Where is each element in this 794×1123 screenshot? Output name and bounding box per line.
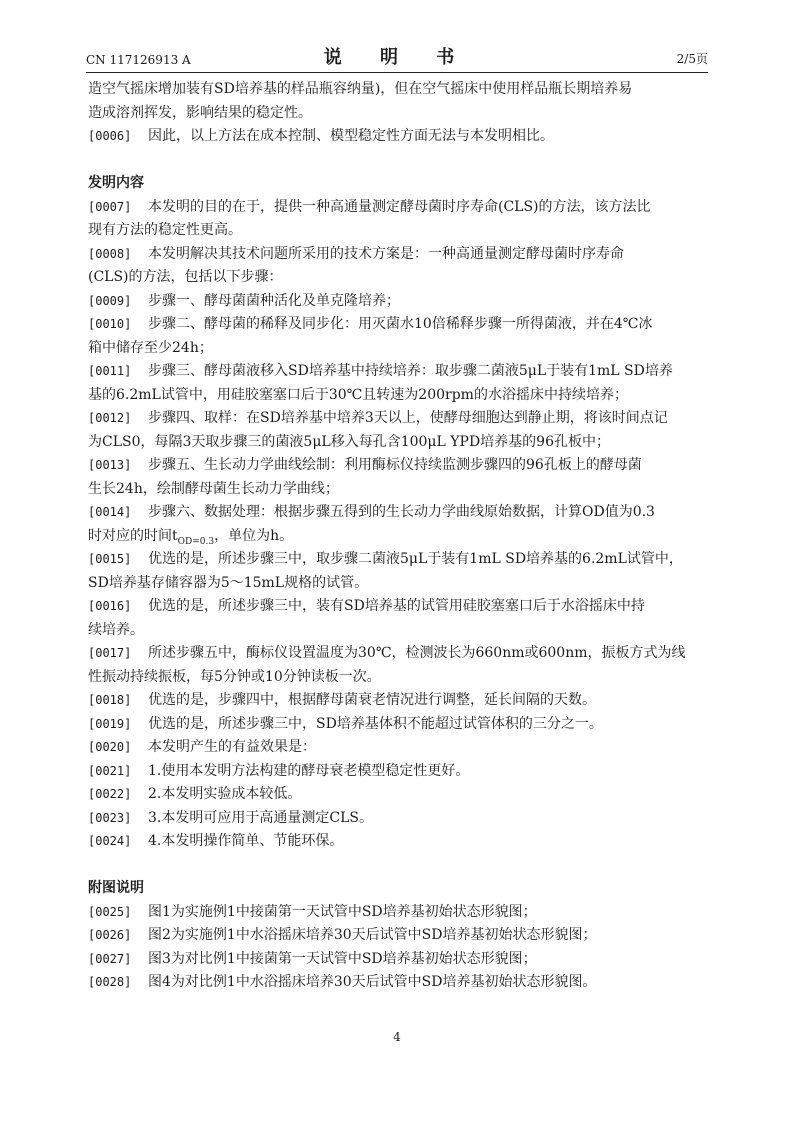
paragraph-text: 步骤二、酵母菌的稀释及同步化：用灭菌水10倍稀释步骤一所得菌液，并在4℃冰: [148, 316, 653, 332]
paragraph-text: 本发明的目的在于，提供一种高通量测定酵母菌时序寿命(CLS)的方法，该方法比: [148, 198, 651, 215]
paragraph-text: 步骤五、生长动力学曲线绘制：利用酶标仪持续监测步骤四的96孔板上的酵母菌: [148, 457, 642, 473]
paragraph-text: 4.本发明操作简单、节能环保。: [148, 833, 344, 849]
text-segment: ，单位为h。: [214, 527, 294, 544]
continued-text-line: 造空气摇床增加装有SD培养基的样品瓶容纳量)，但在空气摇床中使用样品瓶长期培养易: [88, 81, 633, 97]
page-header: [86, 44, 708, 73]
paragraph-text: SD培养基存储容器为5～15mL规格的试管。: [88, 574, 369, 591]
paragraph-text: 生长24h，绘制酵母菌生长动力学曲线；: [88, 480, 339, 497]
paragraph-text: [88, 525, 710, 549]
paragraph-0009: [88, 290, 710, 314]
subscript: OD=0.3: [177, 536, 215, 547]
paragraph-text: 基的6.2mL试管中，用硅胶塞塞口后于30℃且转速为200rpm的水浴摇床中持续培养；: [88, 386, 628, 403]
paragraph-text: 图1为实施例1中接菌第一天试管中SD培养基初始状态形貌图；: [148, 903, 537, 920]
paragraph-0008: [88, 243, 710, 267]
paragraph-text: 步骤六、数据处理：根据步骤五得到的生长动力学曲线原始数据，计算OD值为0.3: [148, 504, 655, 520]
paragraph-text: 3.本发明可应用于高通量测定CLS。: [148, 809, 373, 826]
paragraph-0007: [88, 196, 710, 220]
paragraph-text: 本发明解决其技术问题所采用的技术方案是：一种高通量测定酵母菌时序寿命: [148, 245, 624, 262]
paragraph-0027: [88, 948, 710, 972]
paragraph-text: 优选的是，所述步骤三中，装有SD培养基的试管用硅胶塞塞口后于水浴摇床中持: [148, 598, 645, 614]
paragraph-number: [0017]: [88, 646, 132, 660]
paragraph-number: [0019]: [88, 716, 132, 731]
paragraph-0017: [88, 642, 710, 666]
paragraph-number: [0015]: [88, 552, 132, 566]
paragraph-0013: [88, 454, 710, 478]
page-number: 4: [393, 1030, 401, 1044]
paragraph-text: 为CLS0，每隔3天取步骤三的菌液5μL移入每孔含100μL YPD培养基的96孔板中；: [88, 433, 610, 450]
section-heading-invention-content: 发明内容: [88, 175, 144, 191]
paragraph-0024: [88, 830, 710, 854]
paragraph-number: [0006]: [88, 129, 132, 143]
page-indicator: 2/5页: [676, 52, 708, 66]
paragraph-number: [0028]: [88, 975, 132, 989]
paragraph-text: 性振动持续振板，每5分钟或10分钟读板一次。: [88, 668, 381, 685]
text-segment: 时对应的时间t: [88, 527, 178, 544]
paragraph-0019: [88, 713, 710, 737]
paragraph-0023: [88, 807, 710, 831]
paragraph-0028: [88, 971, 710, 995]
paragraph-number: [0027]: [88, 951, 132, 966]
paragraph-number: [0023]: [88, 810, 132, 825]
paragraph-number: [0009]: [88, 293, 132, 308]
paragraph-text: 图4为对比例1中水浴摇床培养30天后试管中SD培养基初始状态形貌图。: [148, 974, 597, 990]
paragraph-0025: [88, 901, 710, 925]
paragraph-text: 步骤三、酵母菌液移入SD培养基中持续培养：取步骤二菌液5μL于装有1mL SD培养: [148, 363, 673, 379]
paragraph-text: 所述步骤五中，酶标仪设置温度为30℃，检测波长为660nm或600nm，振板方式为线: [148, 645, 686, 661]
paragraph-number: [0014]: [88, 505, 132, 519]
paragraph-0018: [88, 689, 710, 713]
paragraph-0006: [88, 125, 710, 149]
paragraph-0026: [88, 924, 710, 948]
paragraph-number: [0020]: [88, 740, 132, 754]
paragraph-text: 续培养。: [88, 621, 144, 638]
paragraph-number: [0011]: [88, 364, 132, 378]
paragraph-text: 优选的是，所述步骤三中，SD培养基体积不能超过试管体积的三分之一。: [148, 715, 603, 732]
paragraph-0022: [88, 783, 710, 807]
document-body: [88, 78, 710, 995]
paragraph-0020: [88, 736, 710, 760]
paragraph-number: [0007]: [88, 199, 132, 214]
paragraph-0015: [88, 548, 710, 572]
document-title: 说 明 书: [323, 47, 471, 68]
paragraph-0012: [88, 407, 710, 431]
paragraph-text: 2.本发明实验成本较低。: [148, 786, 302, 802]
paragraph-text: 1.使用本发明方法构建的酵母衰老模型稳定性更好。: [148, 762, 470, 779]
paragraph-0014: [88, 501, 710, 525]
paragraph-number: [0012]: [88, 411, 132, 425]
continued-text-line: 造成溶剂挥发，影响结果的稳定性。: [88, 104, 312, 121]
paragraph-text: 步骤四、取样：在SD培养基中培养3天以上，使酵母细胞达到静止期，将该时间点记: [148, 410, 668, 426]
paragraph-text: 步骤一、酵母菌菌种活化及单克隆培养；: [148, 292, 400, 309]
paragraph-number: [0025]: [88, 904, 132, 919]
document-number: CN 117126913 A: [86, 53, 191, 67]
paragraph-number: [0021]: [88, 763, 132, 778]
paragraph-number: [0016]: [88, 599, 132, 613]
section-heading-figure-description: 附图说明: [88, 880, 144, 896]
paragraph-number: [0026]: [88, 928, 132, 942]
paragraph-text: 图2为实施例1中水浴摇床培养30天后试管中SD培养基初始状态形貌图；: [148, 927, 597, 943]
paragraph-number: [0024]: [88, 834, 132, 848]
paragraph-0011: [88, 360, 710, 384]
paragraph-0016: [88, 595, 710, 619]
paragraph-number: [0022]: [88, 787, 132, 801]
paragraph-number: [0008]: [88, 246, 132, 261]
paragraph-0021: [88, 760, 710, 784]
paragraph-number: [0010]: [88, 317, 132, 331]
paragraph-text: 本发明产生的有益效果是：: [148, 739, 316, 755]
paragraph-text: 因此，以上方法在成本控制、模型稳定性方面无法与本发明相比。: [148, 128, 554, 144]
paragraph-number: [0013]: [88, 458, 132, 472]
paragraph-text: 箱中储存至少24h；: [88, 339, 213, 356]
paragraph-text: 图3为对比例1中接菌第一天试管中SD培养基初始状态形貌图；: [148, 950, 537, 967]
paragraph-text: 现有方法的稳定性更高。: [88, 222, 242, 238]
paragraph-text: 优选的是，所述步骤三中，取步骤二菌液5μL于装有1mL SD培养基的6.2mL试管中，: [148, 551, 683, 567]
paragraph-number: [0018]: [88, 693, 132, 707]
paragraph-text: (CLS)的方法，包括以下步骤：: [88, 269, 283, 285]
paragraph-0010: [88, 313, 710, 337]
paragraph-text: 优选的是，步骤四中，根据酵母菌衰老情况进行调整，延长间隔的天数。: [148, 692, 596, 708]
